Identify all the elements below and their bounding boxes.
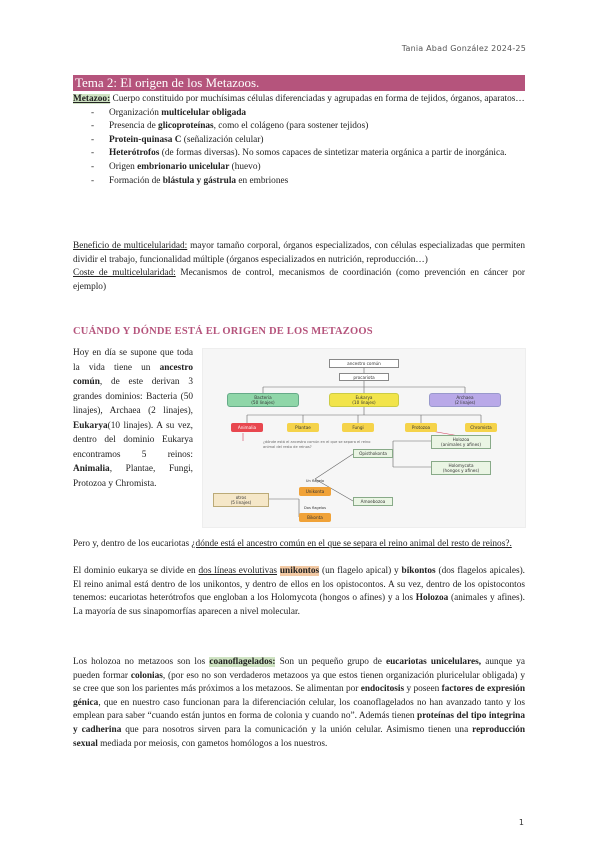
tree-of-life-diagram — [202, 348, 526, 528]
author-header: Tania Abad González 2024-25 — [401, 44, 526, 53]
definition-paragraph — [73, 93, 525, 107]
node-kingdom-chromista: Chromista — [465, 423, 497, 432]
holozoa-paragraph: Los holozoa no metazoos son los coanoflagelados: Son un pequeño grupo de eucariotas unicelulares, aunque ya pueden formar colonias, (por eso no son verdaderos metazoos ya que estos tienen organización pluricelular obligada) y se cree que son los parientes más próximos a los metazoos. Se alimentan por endocitosis y poseen factores de expresión génica, que en nuestro caso funcionan para la diferenciación celular, los coanoflagelados no han avanzado tanto y los emplean para saber “cuando están juntos en forma de colonia y cuando no”. Además tienen proteínas del tipo integrina y cadherina que para nosotros sirven para la comunicación y la unión celular. Asimismo tienen una reproducción sexual mediada por meiosis, con gametos homólogos a los nuestros. — [73, 657, 525, 749]
unikontos-highlight: unikontos — [279, 566, 320, 576]
domain-paragraph: El dominio eukarya se divide en dos líneas evolutivas unikontos (un flagelo apical) y bikontos (dos flagelos apicales). El reino animal está dentro de los unikontos, y dentro de ellos en los opistocontos. A su vez, dentro de los opistocontos tenemos: eucariotas heterótrofos que engloban a los Holomycota (hongos o afines) y a los Holozoa (animales y afines). La mayoría de sus sinapomorfías aparecen a nivel molecular. — [73, 566, 525, 617]
node-unikonta: Unikonta — [299, 487, 331, 496]
label-un-flagelo: Un flagelo — [305, 479, 325, 483]
node-bacteria: Bacteria (50 linajes) — [227, 393, 299, 407]
title-bar — [73, 75, 525, 91]
definition-term: Metazoo: — [73, 94, 111, 104]
page-number: 1 — [518, 818, 524, 827]
benefit-paragraph: Beneficio de multicelularidad: mayor tamaño corporal, órganos especializados, con células especializadas que permiten dividir el trabajo, funcionalidad múltiple (órganos especializados en nutrición, reproducción…) — [73, 241, 525, 265]
node-holomycota: Holomycota (hongos y afines) — [431, 461, 491, 475]
features-list — [73, 107, 525, 189]
feature-item: - Heterótrofos (de formas diversas). No somos capaces de sintetizar materia orgánica a partir de inorgánica. — [73, 147, 525, 161]
cost-term: Coste de multicelularidad: — [73, 268, 176, 279]
page-title: Tema 2: El origen de los Metazoos. — [75, 75, 260, 90]
node-root: ancestro común — [329, 359, 399, 368]
node-kingdom-protozoa: Protozoa — [405, 423, 437, 432]
feature-item: - Presencia de glicoproteínas, como el colágeno (para sostener tejidos) — [73, 120, 525, 134]
definition-text: Cuerpo constituido por muchísimas células diferenciadas y agrupadas en forma de tejidos, órganos, aparatos… — [110, 94, 525, 104]
feature-item: - Protein-quinasa C (señalización celular) — [73, 134, 525, 148]
benefit-term: Beneficio de multicelularidad: — [73, 241, 188, 251]
node-opisthokonta: Opisthokonta — [353, 449, 393, 458]
node-holozoa: Holozoa (animales y afines) — [431, 435, 491, 449]
cost-paragraph: Coste de multicelularidad: Mecanismos de control, mecanismos de coordinación (como prevención en cáncer por ejemplo) — [73, 268, 525, 292]
feature-item: - Formación de blástula y gástrula en embriones — [73, 175, 525, 189]
definition-block — [73, 93, 525, 188]
node-procariota: procariota — [339, 373, 389, 381]
node-archaea: Archaea (2 linajes) — [429, 393, 501, 407]
feature-item: - Organización multicelular obligada — [73, 107, 525, 121]
node-kingdom-fungi: Fungi — [342, 423, 374, 432]
question-paragraph: Pero y, dentro de los eucariotas ¿dónde está el ancestro común en el que se separa el reino animal del resto de reinos?. — [73, 539, 512, 549]
node-amoebozoa: Amoebozoa — [353, 497, 393, 506]
section-title: CUÁNDO Y DÓNDE ESTÁ EL ORIGEN DE LOS METAZOOS — [73, 326, 373, 337]
multicellularity-block — [73, 240, 525, 294]
node-bikonta: Bikonta — [299, 513, 331, 522]
coanoflagelados-highlight: coanoflagelados: — [209, 657, 276, 667]
diagram-question-note: ¿dónde está el ancestro común en el que se separa el reino animal del resto de reinos? — [263, 440, 371, 449]
node-kingdom-plantae: Plantae — [287, 423, 319, 432]
node-otros: otros (5 linajes) — [213, 493, 269, 507]
node-kingdom-animalia: Animalia — [231, 423, 263, 432]
node-eukarya: Eukarya (10 linajes) — [329, 393, 399, 407]
origin-paragraph: Hoy en día se supone que toda la vida tiene un ancestro común, de este derivan 3 grandes dominios: Bacteria (50 linajes), Archaea (2 linajes), Eukarya(10 linajes). A su vez, dentro del dominio Eukarya encontramos 5 reinos: Animalia, Plantae, Fungi, Protozoa y Chromista. — [73, 348, 193, 489]
feature-item: - Origen embrionario unicelular (huevo) — [73, 161, 525, 175]
label-dos-flagelos: Dos flagelos — [303, 506, 326, 510]
